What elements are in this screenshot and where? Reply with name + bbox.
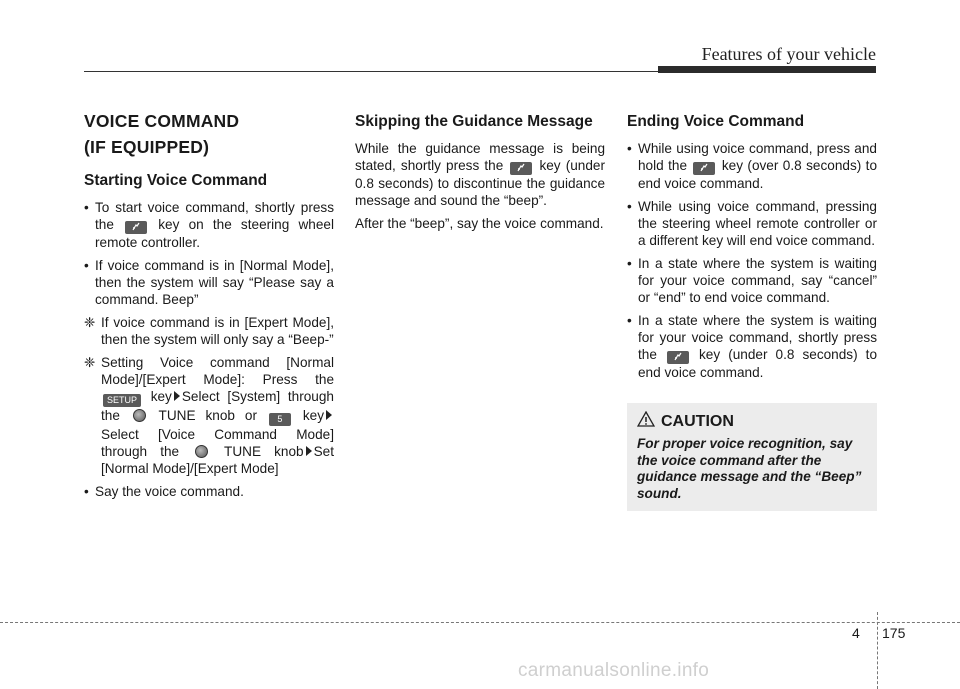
text: Select [Voice Command Mode] through the [101, 427, 334, 459]
starting-list [84, 199, 334, 308]
note-symbol: ❈ [84, 315, 96, 330]
caution-header [637, 411, 867, 432]
voice-key-icon [510, 162, 532, 175]
paragraph [355, 140, 605, 209]
right-arrow-icon [174, 391, 180, 401]
text: Setting Voice command [Normal Mode]/[Expert Mode]: Press the [101, 355, 334, 387]
caution-box [627, 403, 877, 511]
list-item [627, 312, 877, 381]
text: key (under 0.8 seconds) to end voice command. [638, 347, 877, 380]
section-heading-line2: (IF EQUIPPED) [84, 137, 210, 157]
list-item: • If voice command is in [Normal Mode], then the system will say “Please say a command. Beep” [84, 257, 334, 308]
note-symbol: ❈ [84, 355, 96, 370]
note-item [84, 314, 334, 348]
footer-rule [0, 622, 960, 623]
text: Select [System] through the [101, 389, 334, 423]
list-item: • In a state where the system is waiting for your voice command, say “cancel” or “end” to end voice command. [627, 255, 877, 306]
caution-title: CAUTION [661, 412, 734, 430]
tune-knob-icon [195, 445, 208, 458]
section-heading [84, 108, 334, 160]
page-number: 175 [882, 625, 906, 641]
list-item [84, 199, 334, 251]
watermark: carmanualsonline.info [518, 660, 710, 681]
header-title: Features of your vehicle [701, 44, 876, 64]
right-arrow-icon [306, 446, 312, 456]
voice-key-icon [693, 162, 715, 175]
list-item: • Say the voice command. [84, 483, 334, 500]
footer-divider [877, 612, 878, 689]
section-number: 4 [852, 625, 860, 641]
tune-knob-icon [133, 409, 146, 422]
list-item [627, 140, 877, 192]
section-heading-line1: VOICE COMMAND [84, 111, 240, 131]
text: While the guidance message is being stated, shortly press the [355, 141, 605, 173]
text: TUNE knob [224, 444, 304, 459]
starting-voice-command-heading: Starting Voice Command [84, 172, 268, 189]
paragraph: After the “beep”, say the voice command. [355, 216, 604, 231]
warning-triangle-icon [637, 411, 655, 432]
text: key on the steering wheel remote controller. [95, 217, 334, 250]
ending-list [627, 140, 877, 381]
voice-key-icon [667, 351, 689, 364]
text: While using voice command, press and hold the [638, 141, 877, 173]
text: key (under 0.8 seconds) to discontinue the guidance message and sound the “beep”. [355, 158, 605, 208]
text: Set [Normal Mode]/[Expert Mode] [101, 444, 335, 476]
right-arrow-icon [326, 410, 332, 420]
skipping-guidance-heading: Skipping the Guidance Message [355, 113, 593, 130]
text: key [150, 389, 172, 404]
voice-key-icon [125, 221, 147, 234]
ending-voice-command-heading: Ending Voice Command [627, 113, 805, 130]
number-key-icon: 5 [269, 413, 291, 426]
column-3 [627, 108, 877, 387]
column-1 [84, 108, 334, 506]
text: In a state where the system is waiting for your voice command, shortly press the [638, 313, 877, 362]
setup-key-icon: SETUP [103, 394, 141, 407]
text: If voice command is in [Expert Mode], then the system will only say a “Beep-” [101, 315, 334, 347]
text: To start voice command, shortly press the [95, 200, 334, 232]
list-item: • While using voice command, pressing the steering wheel remote controller or a different key will end voice command. [627, 198, 877, 249]
header-rule-accent [658, 66, 876, 73]
final-list [84, 483, 334, 500]
note-item [84, 354, 334, 477]
caution-text: For proper voice recognition, say the voice command after the guidance message and the “Beep” sound. [637, 436, 862, 501]
text: TUNE knob or [158, 408, 257, 423]
text: key (over 0.8 seconds) to end voice command. [638, 158, 878, 191]
text: key [302, 408, 324, 423]
column-2 [355, 108, 605, 238]
